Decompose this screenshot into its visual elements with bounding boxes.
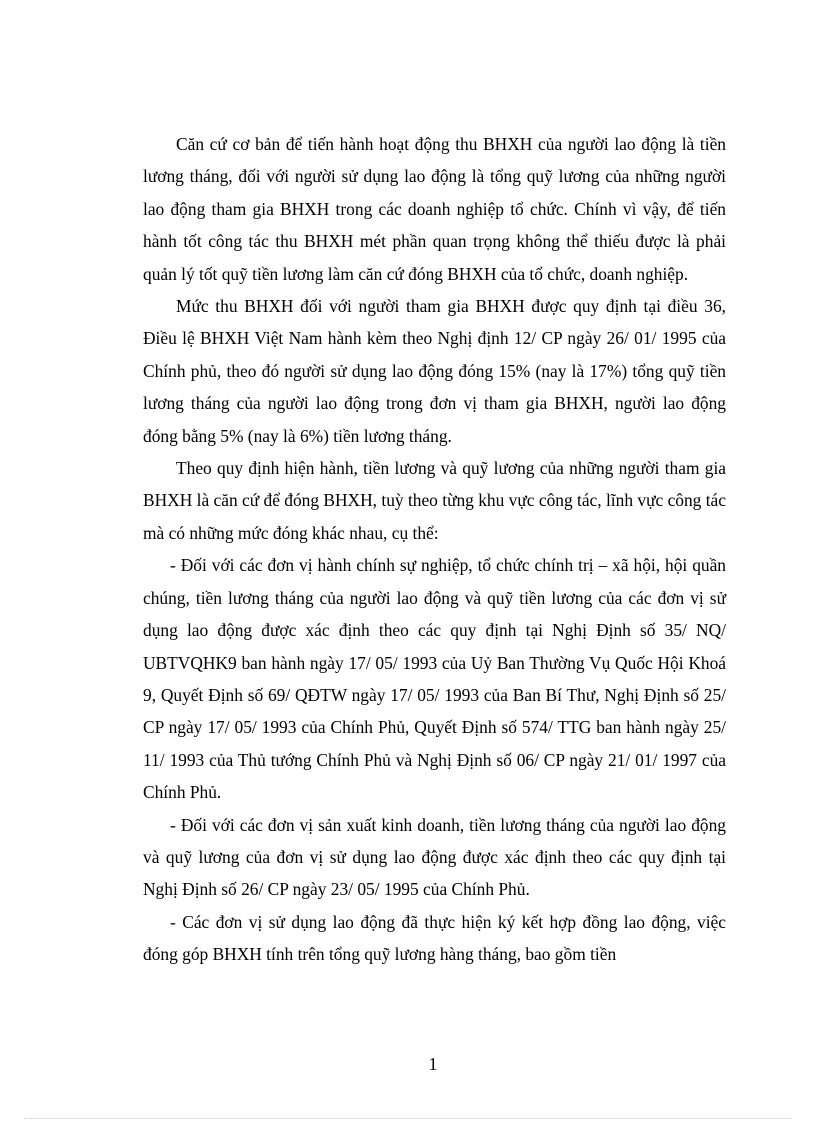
body-text (143, 128, 726, 971)
paragraph-administrative-units: - Đối với các đơn vị hành chính sự nghiệp, tổ chức chính trị – xã hội, hội quần chúng, tiền lương tháng của người lao động và quỹ tiền lương của các đơn vị sử dụng lao động được xác định theo các quy định tại Nghị Định số 35/ NQ/ UBTVQHK9 ban hành ngày 17/ 05/ 1993 của Uỷ Ban Thường Vụ Quốc Hội Khoá 9, Quyết Định số 69/ QĐTW ngày 17/ 05/ 1993 của Ban Bí Thư, Nghị Định số 25/ CP ngày 17/ 05/ 1993 của Chính Phủ, Quyết Định số 574/ TTG ban hành ngày 25/ 11/ 1993 của Thủ tướng Chính Phủ và Nghị Định số 06/ CP ngày 21/ 01/ 1997 của Chính Phủ. (143, 555, 726, 803)
page-number: 1 (428, 1054, 438, 1074)
paragraph-contribution-rates: Mức thu BHXH đối với người tham gia BHXH được quy định tại điều 36, Điều lệ BHXH Việt Nam hành kèm theo Nghị định 12/ CP ngày 26/ 01/ 1995 của Chính phủ, theo đó người sử dụng lao động đóng 15% (nay là 17%) tổng quỹ tiền lương tháng của người lao động trong đơn vị tham gia BHXH, người lao động đóng bằng 5% (nay là 6%) tiền lương tháng. (143, 296, 726, 446)
paragraph-legal-basis: Căn cứ cơ bản để tiến hành hoạt động thu BHXH của người lao động là tiền lương tháng, đối với người sử dụng lao động là tổng quỹ lương của những người lao động tham gia BHXH trong các doanh nghiệp tổ chức. Chính vì vậy, để tiến hành tốt công tác thu BHXH mét phần quan trọng không thể thiếu được là phải quản lý tốt quỹ tiền lương làm căn cứ đóng BHXH của tổ chức, doanh nghiệp. (143, 134, 726, 284)
paragraph-business-units: - Đối với các đơn vị sản xuất kinh doanh, tiền lương tháng của người lao động và quỹ lương của đơn vị sử dụng lao động được xác định theo các quy định tại Nghị Định số 26/ CP ngày 23/ 05/ 1995 của Chính Phủ. (143, 814, 726, 900)
paragraph-labor-contract-units: - Các đơn vị sử dụng lao động đã thực hiện ký kết hợp đồng lao động, việc đóng góp BHXH tính trên tổng quỹ lương hàng tháng, bao gồm tiền (143, 911, 726, 965)
page-bottom-divider (24, 1118, 792, 1119)
paragraph-current-regulation: Theo quy định hiện hành, tiền lương và quỹ lương của những người tham gia BHXH là căn cứ để đóng BHXH, tuỳ theo từng khu vực công tác, lĩnh vực công tác mà có những mức đóng khác nhau, cụ thể: (143, 458, 726, 543)
